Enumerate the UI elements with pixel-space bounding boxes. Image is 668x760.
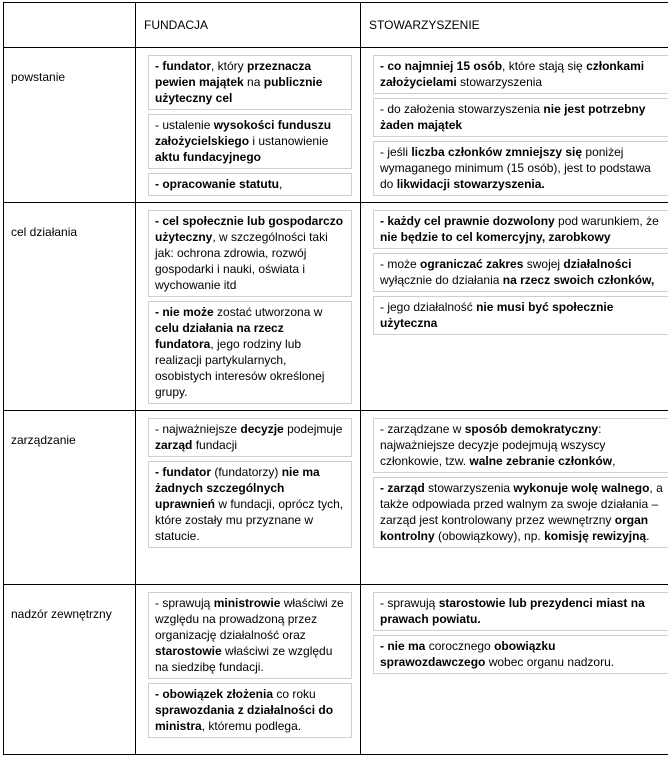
bold-text: wysokości funduszu założycielskiego [155, 118, 332, 148]
text-run: corocznego [425, 639, 495, 653]
cell-paragraph [148, 592, 352, 679]
text-run: właściwi ze względu na siedzibę fundacji. [155, 644, 333, 674]
text-run: , który [211, 59, 248, 73]
bold-text: starostowie lub prezydenci miast na prawach powiatu. [380, 596, 645, 626]
bold-text: przeznacza pewien majątek [155, 59, 312, 89]
text-run: - do założenia stowarzyszenia [380, 102, 544, 116]
text-run: - może [380, 257, 421, 271]
text-run: w fundacji, oprócz tych, które zostały mu przyznane w statucie. [155, 497, 344, 543]
cell-paragraph [373, 98, 668, 137]
cell-paragraph [373, 253, 668, 292]
cell-paragraph [373, 418, 668, 473]
text-run: co roku [273, 687, 316, 701]
stowarzyszenie-cell [361, 585, 668, 755]
fundacja-cell [136, 203, 361, 411]
cell-paragraph [373, 592, 668, 631]
text-run: , jego rodziny lub realizacji partykularnych, osobistych interesów określonej grupy. [155, 337, 325, 399]
text-run: - sprawują [155, 596, 214, 610]
row-label: nadzór zewnętrzny [4, 585, 136, 755]
cell-paragraph [373, 296, 668, 335]
table-row [4, 203, 668, 411]
bold-text: - cel społecznie lub gospodarczo użyteczny [155, 214, 344, 244]
text-run: zostać utworzona w [213, 305, 323, 319]
text-run: (obowiązkowy), np. [434, 529, 545, 543]
text-run: - jego działalność [380, 300, 477, 314]
stowarzyszenie-cell [361, 203, 668, 411]
cell-paragraph [373, 210, 668, 249]
text-run: , któremu podlega. [201, 719, 302, 733]
fundacja-cell [136, 48, 361, 203]
bold-text: celu działania na rzecz fundatora [155, 321, 284, 351]
bold-text: ograniczać zakres [420, 257, 524, 271]
text-run: na [243, 75, 264, 89]
header-empty-cell [4, 3, 136, 48]
bold-text: na rzecz swoich członków, [502, 273, 655, 287]
text-run: - sprawują [380, 596, 439, 610]
cell-paragraph [373, 635, 668, 674]
text-run: : najważniejsze decyzje podejmują wszyscy członkowie, tzw. [380, 422, 606, 468]
text-run: - ustalenie [155, 118, 214, 132]
fundacja-cell [136, 585, 361, 755]
bold-text: organ kontrolny [380, 513, 649, 543]
header-fundacja: FUNDACJA [136, 3, 361, 48]
bold-text: działalności [563, 257, 632, 271]
bold-text: wykonuje wolę walnego [513, 481, 650, 495]
header-stowarzyszenie: STOWARZYSZENIE [361, 3, 668, 48]
text-run: stowarzyszenia [456, 75, 543, 89]
text-run: wobec organu nadzoru. [485, 655, 615, 669]
bold-text: publicznie użyteczny cel [155, 75, 323, 105]
row-label: zarządzanie [4, 411, 136, 585]
table-row [4, 585, 668, 755]
row-label: cel działania [4, 203, 136, 411]
stowarzyszenie-cell [361, 48, 668, 203]
text-run: pod warunkiem, że [554, 214, 659, 228]
text-run: . [646, 529, 650, 543]
bold-text: - fundator [155, 59, 211, 73]
bold-text: obowiązku sprawozdawczego [380, 639, 556, 669]
text-run: swojej [523, 257, 564, 271]
bold-text: sprawozdania z działalności do ministra [155, 703, 334, 733]
text-run: poniżej wymaganego minimum (15 osób), jest to podstawa do [380, 145, 651, 191]
bold-text: komisję rewizyjną [544, 529, 647, 543]
cell-paragraph [148, 210, 352, 297]
cell-paragraph [148, 461, 352, 548]
bold-text: liczba członków zmniejszy się [411, 145, 583, 159]
bold-text: członkami założycielami [380, 59, 645, 89]
bold-text: nie jest potrzebny żaden majątek [380, 102, 646, 132]
table-header-row [4, 3, 668, 48]
bold-text: - zarząd [380, 481, 425, 495]
cell-paragraph [373, 141, 668, 196]
text-run: wyłącznie do działania [380, 273, 503, 287]
bold-text: - każdy cel prawnie dozwolony [380, 214, 555, 228]
text-run: , w szczególności taki jak: ochrona zdrowia, rozwój gospodarki i nauki, oświata i wychowanie itd [155, 230, 328, 292]
cell-paragraph [373, 55, 668, 94]
bold-text: - nie może [155, 305, 214, 319]
text-run: i ustanowienie [249, 134, 329, 148]
bold-text: zarząd [155, 438, 193, 452]
bold-text: starostowie [155, 644, 222, 658]
bold-text: - opracowanie statutu [155, 177, 280, 191]
bold-text: nie będzie to cel komercyjny, zarobkowy [380, 230, 611, 244]
bold-text: likwidacji stowarzyszenia. [396, 177, 545, 191]
text-run: (fundatorzy) [211, 465, 282, 479]
cell-paragraph [148, 114, 352, 169]
text-run: stowarzyszenia [424, 481, 514, 495]
text-run: fundacji [192, 438, 238, 452]
bold-text: - co najmniej 15 osób [380, 59, 503, 73]
text-run: , [279, 177, 283, 191]
text-run: - najważniejsze [155, 422, 241, 436]
stowarzyszenie-cell [361, 411, 668, 585]
bold-text: sposób demokratyczny [464, 422, 599, 436]
text-run: - zarządzane w [380, 422, 465, 436]
text-run: , które stają się [502, 59, 587, 73]
table-row [4, 48, 668, 203]
cell-paragraph [148, 418, 352, 457]
bold-text: nie musi być społecznie użyteczna [380, 300, 614, 330]
cell-paragraph [373, 477, 668, 548]
text-run: , [612, 454, 616, 468]
cell-paragraph [148, 683, 352, 738]
cell-paragraph [148, 55, 352, 110]
bold-text: walne zebranie członków [469, 454, 613, 468]
fundacja-cell [136, 411, 361, 585]
text-run: właściwi ze względu na prowadzoną przez organizację działalność oraz [155, 596, 344, 642]
cell-paragraph [148, 301, 352, 404]
bold-text: - fundator [155, 465, 211, 479]
bold-text: nie ma żadnych szczególnych uprawnień [155, 465, 320, 511]
text-run: , a także odpowiada przed walnym za swoje działania – zarząd jest kontrolowany przez wewnętrzny [380, 481, 663, 527]
text-run: - jeśli [380, 145, 412, 159]
table-row [4, 411, 668, 585]
bold-text: ministrowie [213, 596, 281, 610]
bold-text: aktu fundacyjnego [155, 150, 262, 164]
bold-text: decyzje [240, 422, 284, 436]
text-run: podejmuje [283, 422, 343, 436]
comparison-table [3, 2, 668, 755]
bold-text: - nie ma [380, 639, 426, 653]
bold-text: - obowiązek złożenia [155, 687, 274, 701]
cell-paragraph [148, 173, 352, 196]
row-label: powstanie [4, 48, 136, 203]
